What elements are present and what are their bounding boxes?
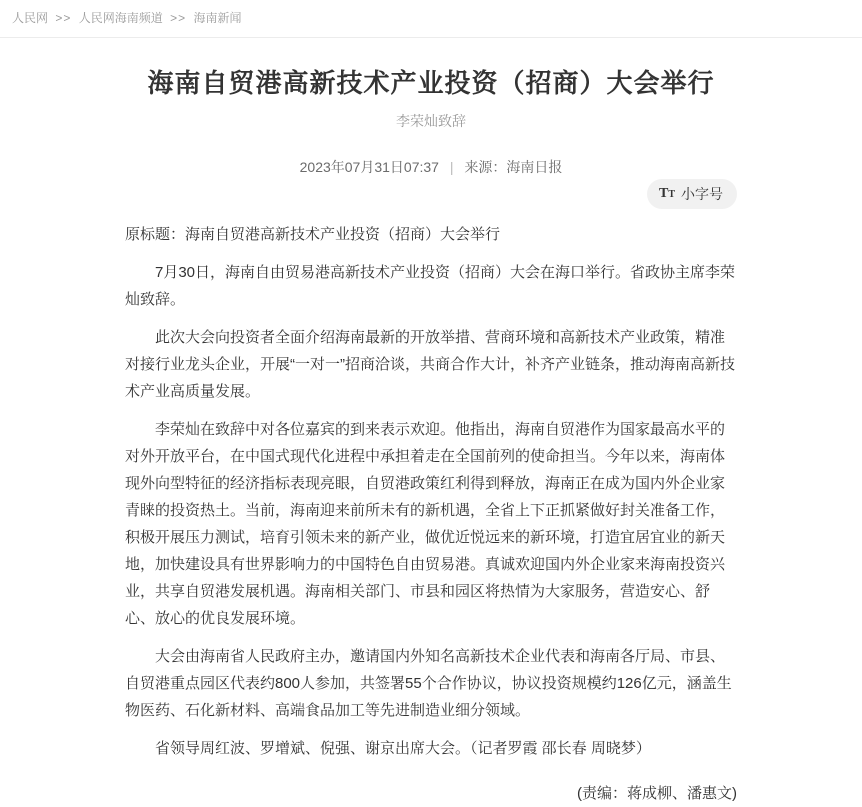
breadcrumb-separator: >> [55,11,72,25]
article-paragraph-1: 7月30日，海南自由贸易港高新技术产业投资（招商）大会在海口举行。省政协主席李荣灿致辞。 [125,264,736,308]
breadcrumb-separator: >> [170,11,187,25]
article-subtitle: 李荣灿致辞 [396,113,466,129]
font-size-icon-large-t: T [658,186,669,201]
article-toolbar [125,179,737,209]
breadcrumb-link-hainan-news[interactable]: 海南新闻 [193,11,242,25]
font-size-icon [659,186,675,202]
editors-note: (责编：蒋成柳、潘惠文) [577,785,737,802]
article-body [125,221,737,807]
original-title-label: 原标题： [125,226,186,243]
font-size-button-label: 小字号 [681,186,723,202]
header-divider [0,37,862,38]
breadcrumb [0,0,862,37]
article-content [125,65,737,807]
publish-date: 2023年07月31日07:37 [299,159,439,175]
source-label: 来源： [464,159,507,175]
page-title: 海南自贸港高新技术产业投资（招商）大会举行 [147,68,715,98]
font-size-icon-small-t: T [668,189,675,200]
article-meta [125,157,737,177]
article-paragraph-2: 此次大会向投资者全面介绍海南最新的开放举措、营商环境和高新技术产业政策，精准对接行业龙头企业，开展“一对一”招商洽谈，共商合作大计，补齐产业链条，推动海南高新技术产业高质量发展。 [125,329,735,400]
meta-separator: | [449,159,454,175]
article-paragraph-4: 大会由海南省人民政府主办，邀请国内外知名高新技术企业代表和海南各厅局、市县、自贸港重点园区代表约800人参加，共签署55个合作协议，协议投资规模约126亿元，涵盖生物医药、石化新材料、高端食品加工等先进制造业细分领域。 [125,648,732,719]
original-title-line [125,221,737,248]
breadcrumb-link-hainan-channel[interactable]: 人民网海南频道 [78,11,163,25]
breadcrumb-link-peoples-daily[interactable]: 人民网 [12,11,49,25]
article-paragraph-3: 李荣灿在致辞中对各位嘉宾的到来表示欢迎。他指出，海南自贸港作为国家最高水平的对外开放平台，在中国式现代化进程中承担着走在全国前列的使命担当。今年以来，海南体现外向型特征的经济指标表现亮眼，自贸港政策红利得到释放，海南正在成为国内外企业家青睐的投资热土。当前，海南迎来前所未有的新机遇，全省上下正抓紧做好封关准备工作，积极开展压力测试，培育引领未来的新产业，做优近悦远来的新环境，打造宜居宜业的新天地，加快建设具有世界影响力的中国特色自由贸易港。真诚欢迎国内外企业家来海南投资兴业，共享自贸港发展机遇。海南相关部门、市县和园区将热情为大家服务，营造安心、舒心、放心的优良发展环境。 [125,421,726,627]
article-paragraph-5: 省领导周红波、罗增斌、倪强、谢京出席大会。（记者罗霞 邵长春 周晓梦） [155,740,651,757]
original-title-text: 海南自贸港高新技术产业投资（招商）大会举行 [185,226,501,243]
font-size-button[interactable] [647,179,737,209]
source-link[interactable]: 海南日报 [506,159,563,175]
